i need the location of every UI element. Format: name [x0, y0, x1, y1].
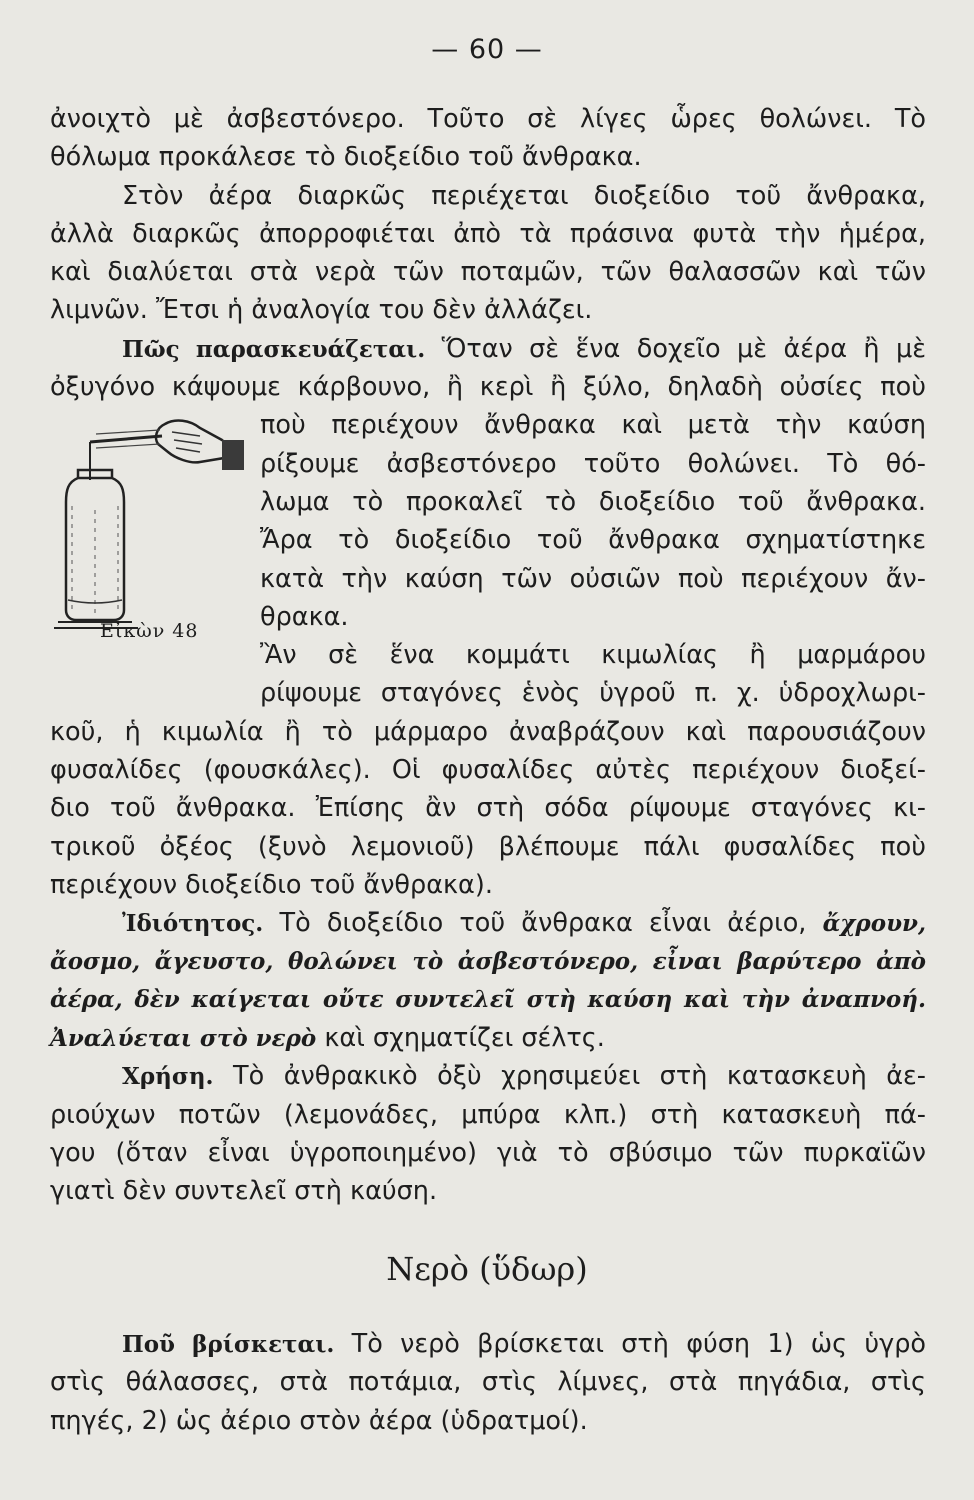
figure-caption: Εἰκὼν 48: [100, 620, 199, 642]
prep-paragraph-start: [50, 330, 926, 368]
text-line: Ἂν σὲ ἕνα κομμάτι κιμωλίας ἢ μαρμάρου: [260, 640, 926, 671]
text-line: ἀλλὰ διαρκῶς ἀπορροφιέται ἀπὸ τὰ πράσινα φυτὰ τὴν ἡμέρα,: [50, 218, 926, 249]
text-line: καὶ διαλύεται στὰ νερὰ τῶν ποταμῶν, τῶν θαλασσῶν καὶ τῶν: [50, 257, 926, 288]
text-line: ρίψουμε σταγόνες ἑνὸς ὑγροῦ π. χ. ὑδροχλωρι-: [260, 678, 926, 709]
text-line: πηγές, 2) ὡς ἀέριο στὸν ἀέρα (ὑδρατμοί).: [50, 1405, 588, 1436]
text-line: θόλωμα προκάλεσε τὸ διοξείδιο τοῦ ἄνθρακα.: [50, 142, 642, 173]
text-line: ριούχων ποτῶν (λεμονάδες, μπύρα κλπ.) στὴ κατασκευὴ πά-: [50, 1099, 926, 1130]
text-line: διο τοῦ ἄνθρακα. Ἐπίσης ἂν στὴ σόδα ρίψουμε σταγόνες κι-: [50, 793, 926, 824]
text-line: στὶς θάλασσες, στὰ ποτάμια, στὶς λίμνες, στὰ πηγάδια, στὶς: [50, 1367, 926, 1398]
spoon-handle: [90, 436, 162, 442]
text-fragment: καὶ σχηματίζει σέλτς.: [324, 1023, 605, 1054]
text-line: γου (ὅταν εἶναι ὑγροποιημένο) γιὰ τὸ σβύσιμο τῶν πυρκαϊῶν: [50, 1138, 926, 1169]
text-fragment: Τὸ διοξείδιο τοῦ ἄνθρακα εἶναι ἀέριο,: [279, 908, 807, 939]
text-line: ὀξυγόνο κάψουμε κάρβουνο, ἢ κερὶ ἢ ξύλο, δηλαδὴ οὐσίες ποὺ: [50, 372, 926, 403]
bottle-shading: [72, 506, 118, 615]
text-line: Στὸν ἀέρα διαρκῶς περιέχεται διοξείδιο τοῦ ἄνθρακα,: [122, 180, 926, 211]
bold-line: ἄοσμο, ἄγευστο, θολώνει τὸ ἀσβεστόνερο, εἶναι βαρύτερο ἀπὸ: [50, 947, 926, 975]
bold-fragment: Ἀναλύεται στὸ νερὸ: [50, 1025, 317, 1053]
props-last-line: [50, 1019, 926, 1057]
hand-detail: [172, 432, 202, 452]
text-fragment: Τὸ νερὸ βρίσκεται στὴ φύση 1) ὡς ὑγρὸ: [351, 1329, 926, 1359]
text-line: λωμα τὸ προκαλεῖ τὸ διοξείδιο τοῦ ἄνθρακα.: [260, 486, 926, 517]
bold-line: ἀέρα, δὲν καίγεται οὔτε συντελεῖ στὴ καύση καὶ τὴν ἀναπνοή.: [50, 985, 926, 1013]
text-line: τρικοῦ ὀξέος (ξυνὸ λεμονιοῦ) βλέπουμε πάλι φυσαλίδες ποὺ: [50, 831, 926, 862]
text-line: γιατὶ δὲν συντελεῖ στὴ καύση.: [50, 1176, 438, 1207]
water-section-text: [50, 1325, 926, 1440]
page-number: — 60 —: [431, 34, 543, 65]
text-line: Ἄρα τὸ διοξείδιο τοῦ ἄνθρακα σχηματίστηκε: [260, 525, 926, 556]
text-line: φυσαλίδες (φουσκάλες). Οἱ φυσαλίδες αὐτὲς περιέχουν διοξεί-: [50, 755, 926, 786]
text-fragment: Ὅταν σὲ ἕνα δοχεῖο μὲ ἀέρα ἢ μὲ: [441, 333, 926, 364]
sleeve-cuff: [222, 440, 244, 470]
section-title: Νερὸ (ὕδωρ): [386, 1250, 588, 1288]
text-fragment: Τὸ ἀνθρακικὸ ὀξὺ χρησιμεύει στὴ κατασκευὴ ἀε-: [233, 1061, 926, 1092]
props-heading: Ἰδιότητος.: [122, 910, 264, 938]
prep-heading: Πῶς παρασκευάζεται.: [122, 335, 426, 363]
hand-shape: [156, 421, 228, 463]
bold-fragment: ἄχρουν,: [822, 910, 926, 938]
where-paragraph-start: [50, 1325, 926, 1363]
text-line: ρίξουμε ἀσβεστόνερο τοῦτο θολώνει. Τὸ θό-: [260, 448, 926, 479]
text-line: περιέχουν διοξείδιο τοῦ ἄνθρακα).: [50, 869, 493, 900]
text-line: ἀνοιχτὸ μὲ ἀσβεστόνερο. Τοῦτο σὲ λίγες ὧρες θολώνει. Τὸ: [50, 104, 926, 134]
where-heading: Ποῦ βρίσκεται.: [122, 1331, 335, 1358]
text-line: ποὺ περιέχουν ἄνθρακα καὶ μετὰ τὴν καύση: [260, 410, 926, 441]
main-text: [50, 100, 926, 1211]
text-line: λιμνῶν. Ἔτσι ἡ ἀναλογία του δὲν ἀλλάζει.: [50, 295, 593, 326]
props-paragraph-start: [50, 904, 926, 942]
use-paragraph-start: [50, 1057, 926, 1095]
figure-bottle-illustration: [50, 410, 260, 650]
use-heading: Χρήση.: [122, 1063, 214, 1091]
text-line: θρακα.: [260, 601, 349, 632]
text-line: κατὰ τὴν καύση τῶν οὐσιῶν ποὺ περιέχουν ἄν-: [260, 563, 926, 594]
text-line: κοῦ, ἡ κιμωλία ἢ τὸ μάρμαρο ἀναβράζουν καὶ παρουσιάζουν: [50, 716, 926, 747]
